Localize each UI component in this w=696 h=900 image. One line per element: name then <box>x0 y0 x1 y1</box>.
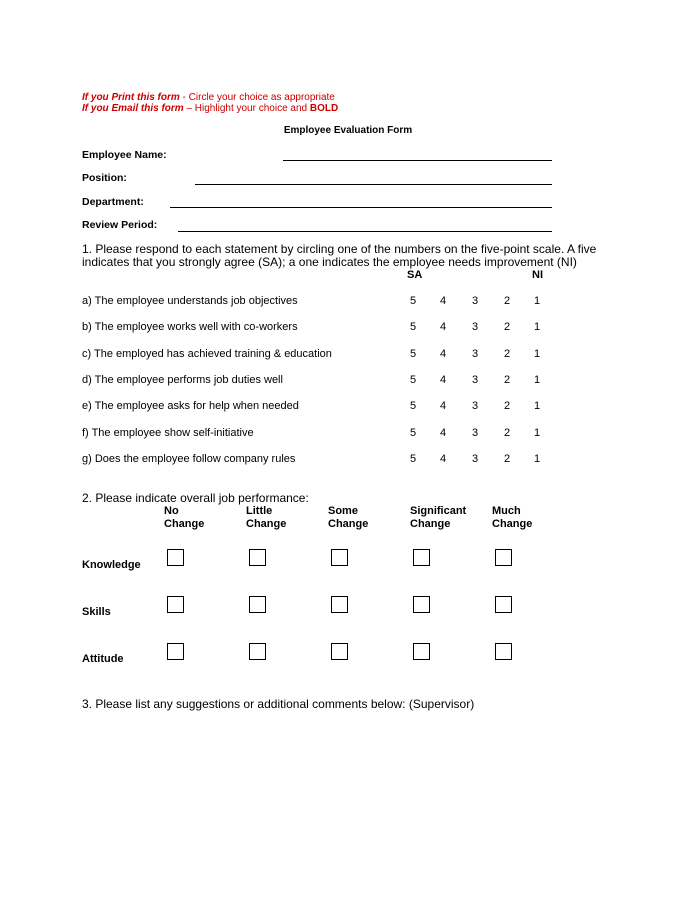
statement-g: g) Does the employee follow company rules <box>82 452 296 465</box>
rating-option-c-3[interactable]: 3 <box>471 347 479 360</box>
rating-option-a-3[interactable]: 3 <box>471 295 479 307</box>
statement-d: d) The employee performs job duties well <box>82 373 283 386</box>
rating-option-g-5[interactable]: 5 <box>409 452 417 465</box>
rating-option-a-4[interactable]: 4 <box>439 295 447 307</box>
email-instruction-text: – Highlight your choice and <box>183 103 310 114</box>
employee-name-label: Employee Name: <box>82 149 167 161</box>
knowledge-little-change-checkbox[interactable] <box>249 549 266 566</box>
ni-header: NI <box>532 269 543 281</box>
rating-option-d-3[interactable]: 3 <box>471 373 479 386</box>
rating-option-a-2[interactable]: 2 <box>503 295 511 307</box>
col-little-change-line2: Change <box>246 518 287 530</box>
email-instruction-bold: BOLD <box>309 103 339 114</box>
rating-option-e-4[interactable]: 4 <box>439 400 447 413</box>
attitude-significant-change-checkbox[interactable] <box>413 643 430 660</box>
col-much-change-line2: Change <box>492 518 533 530</box>
skills-some-change-checkbox[interactable] <box>331 596 348 613</box>
email-instruction <box>82 103 338 115</box>
rating-option-f-5[interactable]: 5 <box>409 426 417 439</box>
rating-option-b-5[interactable]: 5 <box>409 321 417 334</box>
rating-option-f-4[interactable]: 4 <box>439 426 447 439</box>
rating-option-g-2[interactable]: 2 <box>503 452 511 465</box>
rating-option-g-4[interactable]: 4 <box>439 452 447 465</box>
row-label-skills: Skills <box>82 606 111 618</box>
col-no-change <box>164 505 204 531</box>
statement-b: b) The employee works well with co-workers <box>82 321 298 334</box>
statement-f: f) The employee show self-initiative <box>82 426 254 439</box>
col-significant-change <box>410 505 466 531</box>
rating-option-d-1[interactable]: 1 <box>533 373 541 386</box>
skills-no-change-checkbox[interactable] <box>167 596 184 613</box>
rating-option-c-4[interactable]: 4 <box>439 347 447 360</box>
employee-name-field[interactable] <box>283 160 552 161</box>
skills-significant-change-checkbox[interactable] <box>413 596 430 613</box>
department-label: Department: <box>82 196 144 208</box>
col-some-change <box>328 505 368 531</box>
rating-option-c-5[interactable]: 5 <box>409 347 417 360</box>
col-significant-change-line2: Change <box>410 518 451 530</box>
row-label-attitude: Attitude <box>82 653 124 665</box>
position-field[interactable] <box>195 184 552 185</box>
col-no-change-line2: Change <box>164 518 205 530</box>
print-instruction-text: - Circle your choice as appropriate <box>179 92 335 103</box>
section1-intro-line1: 1. Please respond to each statement by circling one of the numbers on the five-point scale. A five <box>82 242 597 256</box>
rating-option-c-1[interactable]: 1 <box>533 347 541 360</box>
rating-option-e-5[interactable]: 5 <box>409 400 417 413</box>
statement-e: e) The employee asks for help when needed <box>82 400 299 413</box>
skills-little-change-checkbox[interactable] <box>249 596 266 613</box>
col-much-change <box>492 505 532 531</box>
rating-option-b-3[interactable]: 3 <box>471 321 479 334</box>
section3-intro: 3. Please list any suggestions or additional comments below: (Supervisor) <box>82 697 475 711</box>
rating-option-a-5[interactable]: 5 <box>409 295 417 307</box>
department-field[interactable] <box>170 207 552 208</box>
col-much-change-line1: Much <box>492 505 521 517</box>
col-some-change-line2: Change <box>328 518 369 530</box>
knowledge-much-change-checkbox[interactable] <box>495 549 512 566</box>
rating-option-e-3[interactable]: 3 <box>471 400 479 413</box>
statement-c: c) The employed has achieved training & education <box>82 347 332 360</box>
skills-much-change-checkbox[interactable] <box>495 596 512 613</box>
attitude-much-change-checkbox[interactable] <box>495 643 512 660</box>
rating-option-f-3[interactable]: 3 <box>471 426 479 439</box>
attitude-some-change-checkbox[interactable] <box>331 643 348 660</box>
col-no-change-line1: No <box>164 505 179 517</box>
sa-header: SA <box>407 269 423 281</box>
rating-option-b-2[interactable]: 2 <box>503 321 511 334</box>
rating-option-b-1[interactable]: 1 <box>533 321 541 334</box>
rating-option-b-4[interactable]: 4 <box>439 321 447 334</box>
rating-option-e-1[interactable]: 1 <box>533 400 541 413</box>
rating-option-g-1[interactable]: 1 <box>533 452 541 465</box>
attitude-no-change-checkbox[interactable] <box>167 643 184 660</box>
row-label-knowledge: Knowledge <box>82 559 141 571</box>
section2-intro: 2. Please indicate overall job performance: <box>82 491 309 505</box>
col-some-change-line1: Some <box>328 505 358 517</box>
attitude-little-change-checkbox[interactable] <box>249 643 266 660</box>
rating-option-d-5[interactable]: 5 <box>409 373 417 386</box>
email-instruction-label: If you Email this form <box>82 103 184 114</box>
rating-option-f-1[interactable]: 1 <box>533 426 541 439</box>
review-period-field[interactable] <box>178 231 552 232</box>
col-little-change-line1: Little <box>246 505 273 517</box>
statement-a: a) The employee understands job objectives <box>82 295 298 307</box>
rating-option-d-4[interactable]: 4 <box>439 373 447 386</box>
rating-option-g-3[interactable]: 3 <box>471 452 479 465</box>
rating-option-c-2[interactable]: 2 <box>503 347 511 360</box>
rating-option-e-2[interactable]: 2 <box>503 400 511 413</box>
col-little-change <box>246 505 286 531</box>
position-label: Position: <box>82 172 127 184</box>
knowledge-no-change-checkbox[interactable] <box>167 549 184 566</box>
rating-option-f-2[interactable]: 2 <box>503 426 511 439</box>
section1-intro-line2: indicates that you strongly agree (SA); a one indicates the employee needs improvement (NI) <box>82 255 577 269</box>
form-title: Employee Evaluation Form <box>283 125 413 136</box>
knowledge-significant-change-checkbox[interactable] <box>413 549 430 566</box>
rating-option-a-1[interactable]: 1 <box>533 295 541 307</box>
rating-option-d-2[interactable]: 2 <box>503 373 511 386</box>
knowledge-some-change-checkbox[interactable] <box>331 549 348 566</box>
review-period-label: Review Period: <box>82 219 158 231</box>
print-instruction-label: If you Print this form <box>82 92 180 103</box>
col-significant-change-line1: Significant <box>410 505 467 517</box>
